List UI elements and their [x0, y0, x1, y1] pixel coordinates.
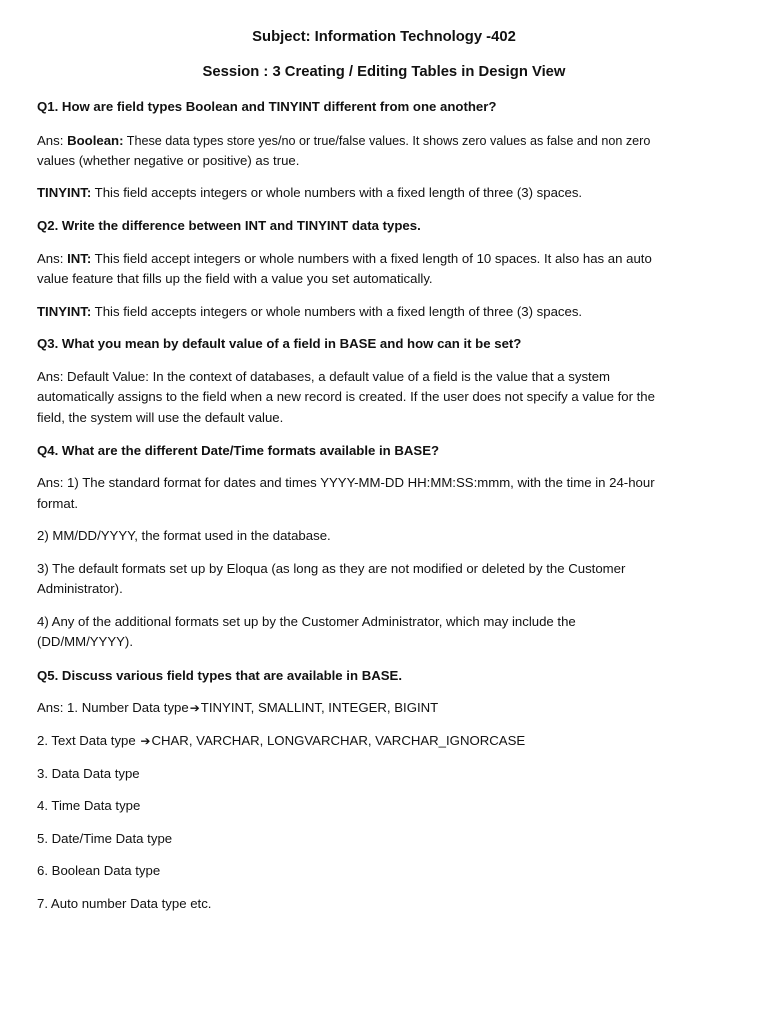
subject-title: Subject: Information Technology -402 [252, 29, 516, 45]
q5-item-1 [37, 697, 727, 719]
q4-item-4-line-2: (DD/MM/YYYY). [37, 634, 133, 649]
q1-answer-line-1 [37, 130, 727, 152]
right-arrow-icon: ➔ [189, 701, 200, 715]
question-4: Q4. What are the different Date/Time formats available in BASE? [37, 443, 440, 458]
q3-answer-line-1: Ans: Default Value: In the context of databases, a default value of a field is the value that a system [37, 369, 611, 384]
q2-answer-line-2: value feature that fills up the field with a value you set automatically. [37, 271, 433, 286]
boolean-term: Boolean: [67, 133, 124, 148]
q5-item-4: 4. Time Data type [37, 798, 141, 813]
q1-answer-line-2: values (whether negative or positive) as true. [37, 153, 300, 168]
tinyint-term: TINYINT: [37, 304, 92, 319]
q5-item-1-label: Ans: 1. Number Data type [37, 700, 189, 715]
q4-item-2: 2) MM/DD/YYYY, the format used in the database. [37, 528, 331, 543]
int-term: INT: [67, 251, 92, 266]
q5-item-3: 3. Data Data type [37, 766, 140, 781]
q4-item-4-line-1: 4) Any of the additional formats set up by the Customer Administrator, which may include the [37, 614, 576, 629]
q4-item-1-line-2: format. [37, 496, 79, 511]
tinyint-term: TINYINT: [37, 185, 92, 200]
q4-item-3-line-1: 3) The default formats set up by Eloqua (as long as they are not modified or deleted by the Customer [37, 561, 626, 576]
q5-item-2 [37, 730, 727, 752]
q5-item-2-label: 2. Text Data type [37, 733, 140, 748]
question-1: Q1. How are field types Boolean and TINYINT different from one another? [37, 99, 497, 114]
right-arrow-icon: ➔ [140, 734, 151, 748]
session-title: Session : 3 Creating / Editing Tables in Design View [202, 64, 566, 80]
q2-tinyint-line [37, 301, 727, 322]
question-5: Q5. Discuss various field types that are available in BASE. [37, 668, 402, 683]
q1-tinyint-line [37, 182, 727, 203]
question-2: Q2. Write the difference between INT and TINYINT data types. [37, 218, 421, 233]
q5-item-7: 7. Auto number Data type etc. [37, 896, 212, 911]
answer-prefix: Ans: [37, 133, 68, 148]
q2-answer-line-1 [37, 248, 727, 269]
q3-answer-line-2: automatically assigns to the field when a new record is created. If the user does not specify a value for the [37, 389, 655, 404]
q5-item-1-values: TINYINT, SMALLINT, INTEGER, BIGINT [200, 700, 439, 715]
q3-answer-line-3: field, the system will use the default value. [37, 410, 284, 425]
q5-item-6: 6. Boolean Data type [37, 863, 161, 878]
tinyint-text: This field accepts integers or whole numbers with a fixed length of three (3) spaces. [91, 185, 583, 200]
int-text: This field accept integers or whole numbers with a fixed length of 10 spaces. It also has an auto [91, 251, 652, 266]
q4-item-3-line-2: Administrator). [37, 581, 123, 596]
tinyint-text: This field accepts integers or whole numbers with a fixed length of three (3) spaces. [91, 304, 583, 319]
q5-item-2-values: CHAR, VARCHAR, LONGVARCHAR, VARCHAR_IGNORCASE [151, 733, 526, 748]
q4-item-1-line-1: Ans: 1) The standard format for dates and times YYYY-MM-DD HH:MM:SS:mmm, with the time in 24-hour [37, 475, 655, 490]
q5-item-5: 5. Date/Time Data type [37, 831, 173, 846]
question-3: Q3. What you mean by default value of a field in BASE and how can it be set? [37, 336, 522, 351]
boolean-text: These data types store yes/no or true/false values. It shows zero values as false and non zero [123, 134, 651, 148]
answer-prefix: Ans: [37, 251, 68, 266]
